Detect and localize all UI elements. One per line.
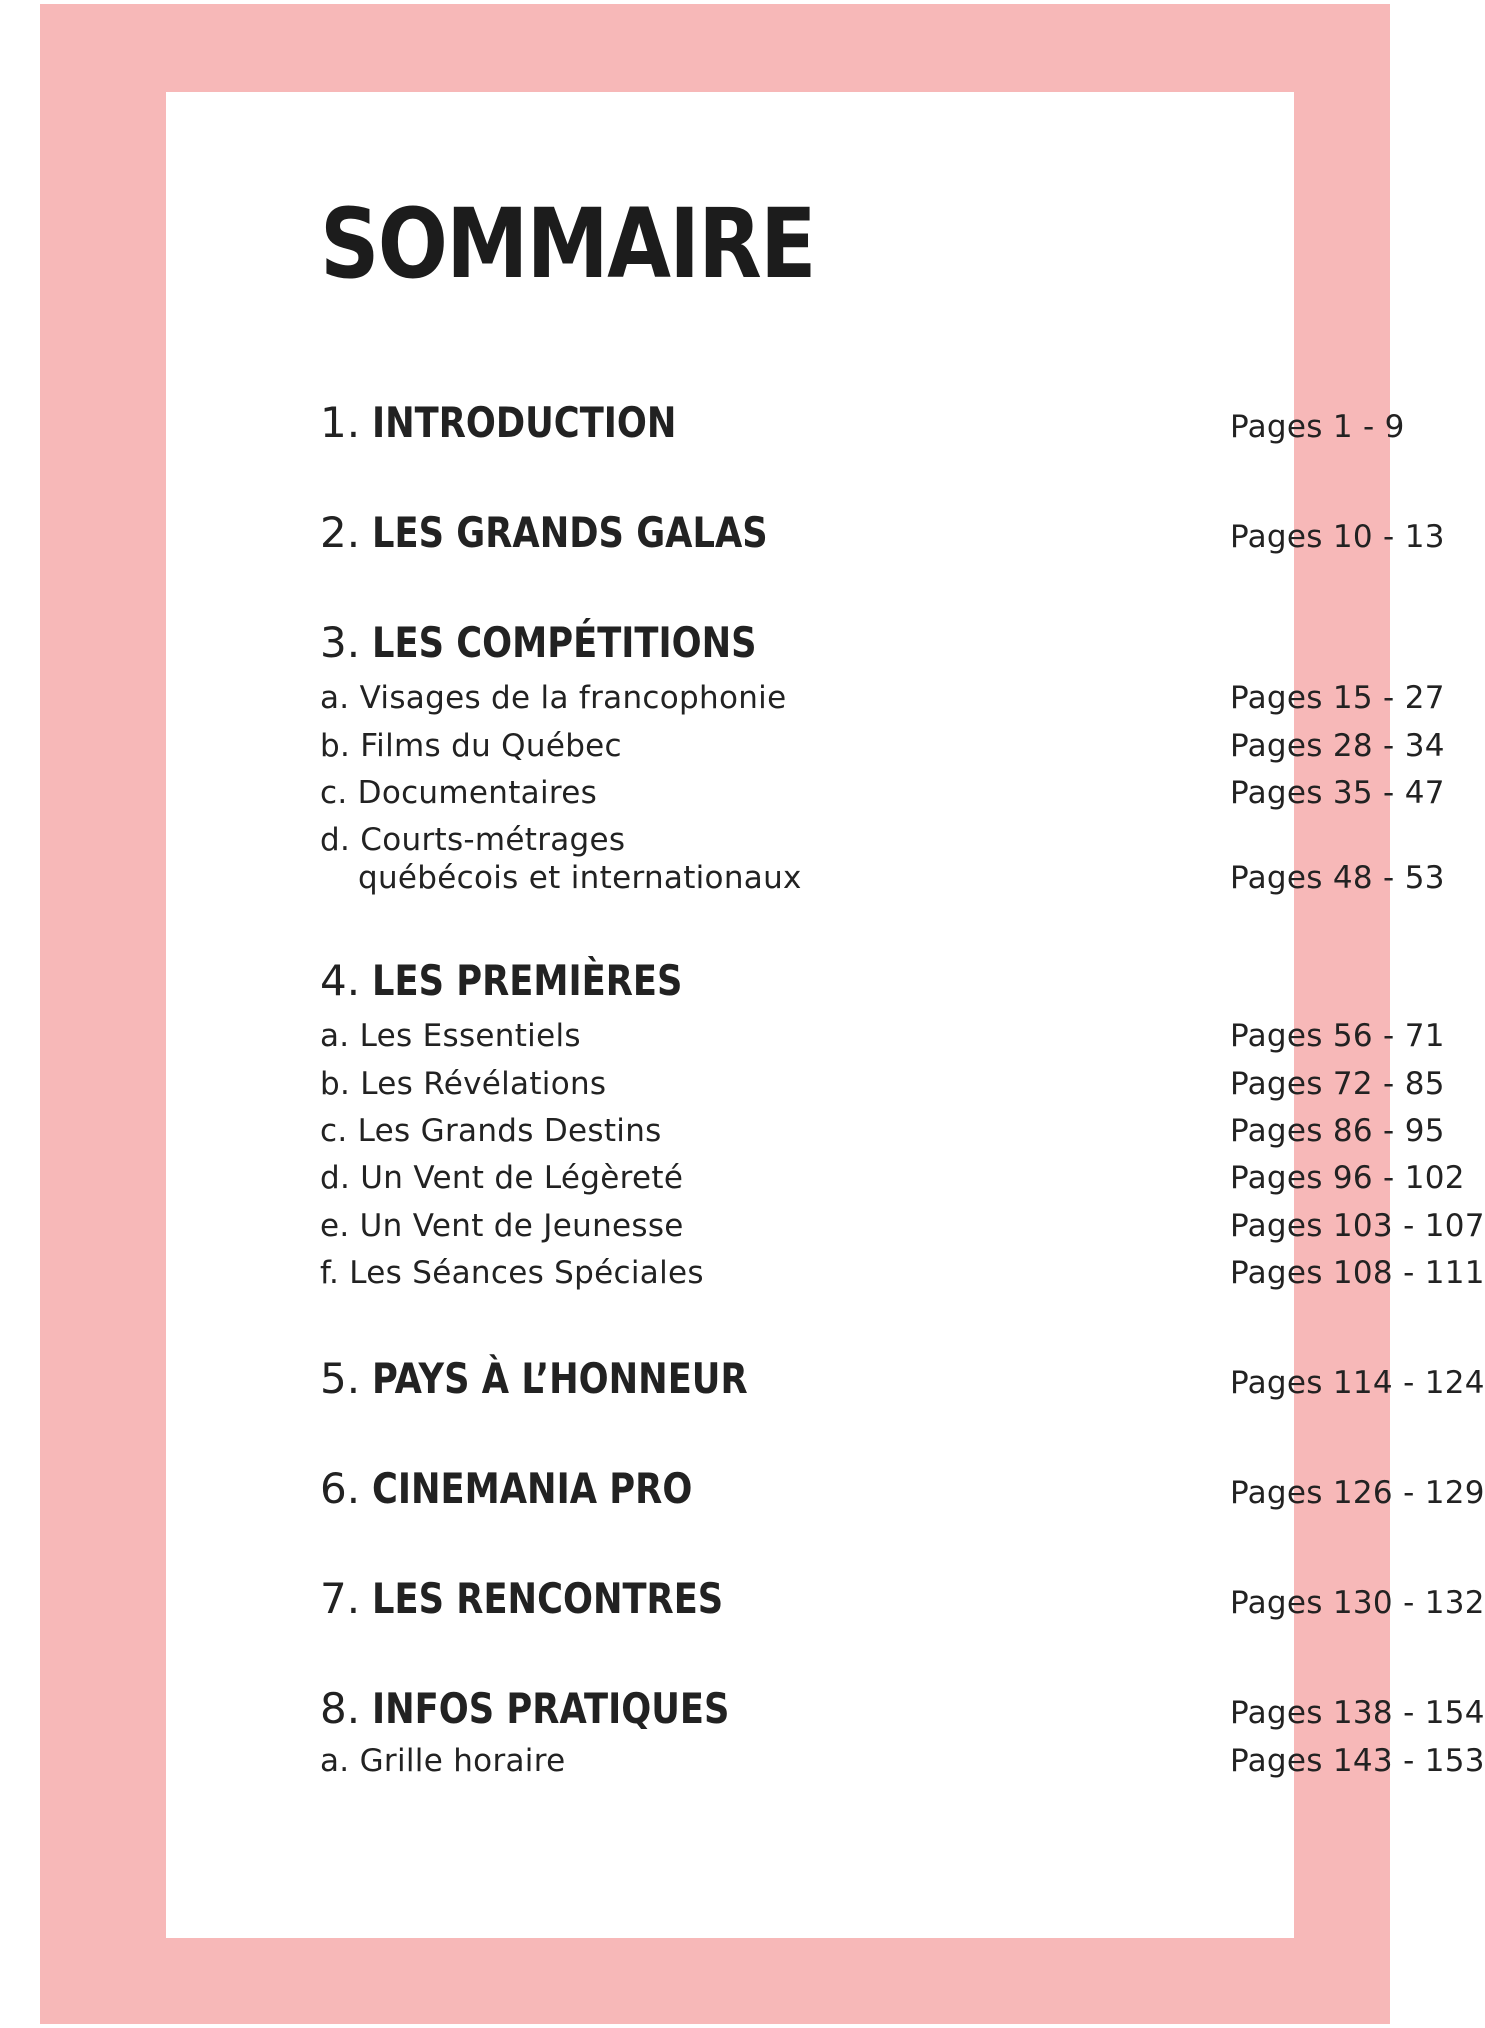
subentry-label: a. Visages de la francophonie [320,680,787,716]
section-title: PAYS À L’HONNEUR [371,1354,748,1403]
page-range: Pages 35 - 47 [1230,775,1445,811]
page-range: Pages 10 - 13 [1230,519,1445,555]
page-range: Pages 28 - 34 [1230,728,1445,764]
section-title: LES COMPÉTITIONS [371,618,757,667]
page-range: Pages 138 - 154 [1230,1695,1485,1731]
section-title: INTRODUCTION [371,398,677,447]
section-number: 3. [320,618,361,667]
section-number: 7. [320,1574,361,1623]
section-number: 8. [320,1684,361,1733]
subentry-label: b. Les Révélations [320,1066,607,1102]
subentry-label: a. Les Essentiels [320,1018,581,1054]
section-number: 2. [320,508,361,557]
section-title: LES GRANDS GALAS [371,508,768,557]
section-number: 6. [320,1464,361,1513]
page-range: Pages 1 - 9 [1230,409,1405,445]
subentry-label: f. Les Séances Spéciales [320,1255,704,1291]
page-range: Pages 86 - 95 [1230,1113,1445,1149]
subentry-label: c. Les Grands Destins [320,1113,662,1149]
page-range: Pages 130 - 132 [1230,1585,1485,1621]
section-title: INFOS PRATIQUES [371,1684,730,1733]
page-range: Pages 114 - 124 [1230,1365,1485,1401]
subentry-label: d. Un Vent de Légèreté [320,1160,684,1196]
section-number: 4. [320,956,361,1005]
subentry-label: b. Films du Québec [320,728,622,764]
page-range: Pages 48 - 53 [1230,860,1445,896]
subentry-label: c. Documentaires [320,775,598,811]
subentry-label: a. Grille horaire [320,1743,566,1779]
page-sheet [166,92,1485,1938]
page-range: Pages 96 - 102 [1230,1160,1465,1196]
page-range: Pages 143 - 153 [1230,1743,1485,1779]
subentry-label: e. Un Vent de Jeunesse [320,1208,684,1244]
page-range: Pages 103 - 107 [1230,1208,1485,1244]
section-title: LES PREMIÈRES [371,956,683,1005]
subentry-label-continued: québécois et internationaux [358,860,802,896]
page-title: SOMMAIRE [320,188,815,300]
section-number: 5. [320,1354,361,1403]
page-range: Pages 72 - 85 [1230,1066,1445,1102]
page-range: Pages 126 - 129 [1230,1475,1485,1511]
page-range: Pages 56 - 71 [1230,1018,1445,1054]
subentry-label: d. Courts-métrages [320,822,626,858]
page-range: Pages 108 - 111 [1230,1255,1485,1291]
section-title: LES RENCONTRES [371,1574,723,1623]
section-number: 1. [320,398,361,447]
section-title: CINEMANIA PRO [371,1464,693,1513]
page-range: Pages 15 - 27 [1230,680,1445,716]
